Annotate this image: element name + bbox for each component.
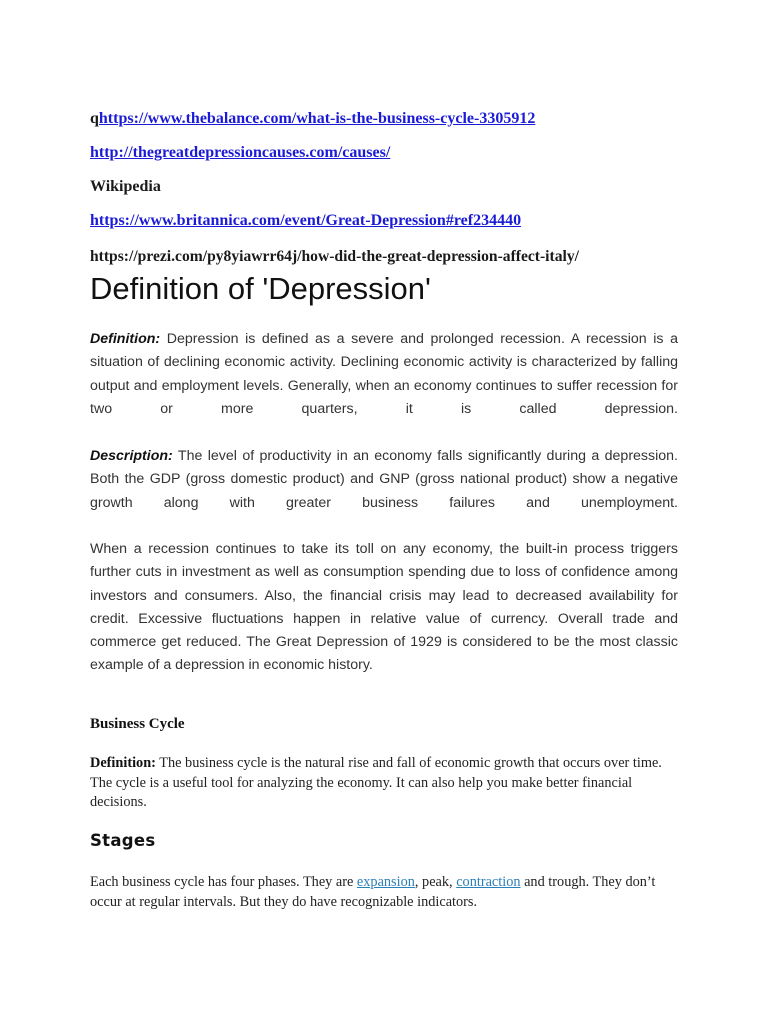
description-text: The level of productivity in an economy falls significantly during a depression. Both the GDP (gross domestic product) and GNP (gross national product) show a negative growth along with greater business failures and unemployment. — [90, 448, 678, 511]
contraction-link[interactable]: contraction — [456, 874, 521, 890]
wikipedia-text: Wikipedia — [90, 178, 161, 195]
business-cycle-heading: Business Cycle — [90, 716, 185, 732]
stages-text-mid: , peak, — [414, 874, 457, 890]
prezi-url-text: https://prezi.com/py8yiawrr64j/how-did-the-great-depression-affect-italy/ — [90, 248, 579, 265]
stages-heading: Stages — [90, 831, 156, 850]
stages-paragraph — [90, 873, 680, 912]
stages-text-before: Each business cycle has four phases. They are — [90, 874, 357, 890]
source-link-row-2 — [90, 143, 678, 163]
expansion-link[interactable]: expansion — [356, 874, 415, 890]
description-label: Description: — [90, 448, 173, 464]
greatdepressioncauses-link[interactable]: http://thegreatdepressioncauses.com/causes/ — [90, 144, 391, 161]
source-link-row-4 — [90, 247, 678, 267]
source-link-row-3 — [90, 211, 678, 231]
description-paragraph — [90, 445, 678, 515]
page-title: Definition of 'Depression' — [90, 271, 431, 306]
source-link-row-1 — [90, 109, 678, 129]
source-wikipedia — [90, 177, 678, 197]
link-prefix: q — [90, 110, 99, 127]
definition-text: Depression is defined as a severe and prolonged recession. A recession is a situation of declining economic activity. Declining economic activity is characterized by falling output and employment levels. Generally, when an economy continues to suffer recession for two or more quarters, it is called depression. — [90, 331, 678, 417]
recession-paragraph: When a recession continues to take its toll on any economy, the built-in process triggers further cuts in investment as well as consumption spending due to loss of confidence among investors and consumers. Also, the financial crisis may lead to decreased availability for credit. Excessive fluctuations happen in relative value of currency. Overall trade and commerce get reduced. The Great Depression of 1929 is considered to be the most classic example of a depression in economic history. — [90, 541, 678, 674]
definition-label: Definition: — [90, 331, 161, 347]
stages-text-after: and trough. They don’t occur at regular intervals. But they do have recognizable indicators. — [90, 874, 656, 910]
business-cycle-definition-label: Definition: — [90, 755, 156, 771]
business-cycle-definition-text: The business cycle is the natural rise and fall of economic growth that occurs over time. The cycle is a useful tool for analyzing the economy. It can also help you make better financial decisions. — [90, 755, 662, 810]
thebalance-link[interactable]: https://www.thebalance.com/what-is-the-business-cycle-3305912 — [98, 110, 536, 127]
business-cycle-definition — [90, 754, 680, 813]
britannica-link[interactable]: https://www.britannica.com/event/Great-Depression#ref234440 — [90, 212, 522, 229]
definition-paragraph — [90, 328, 678, 421]
